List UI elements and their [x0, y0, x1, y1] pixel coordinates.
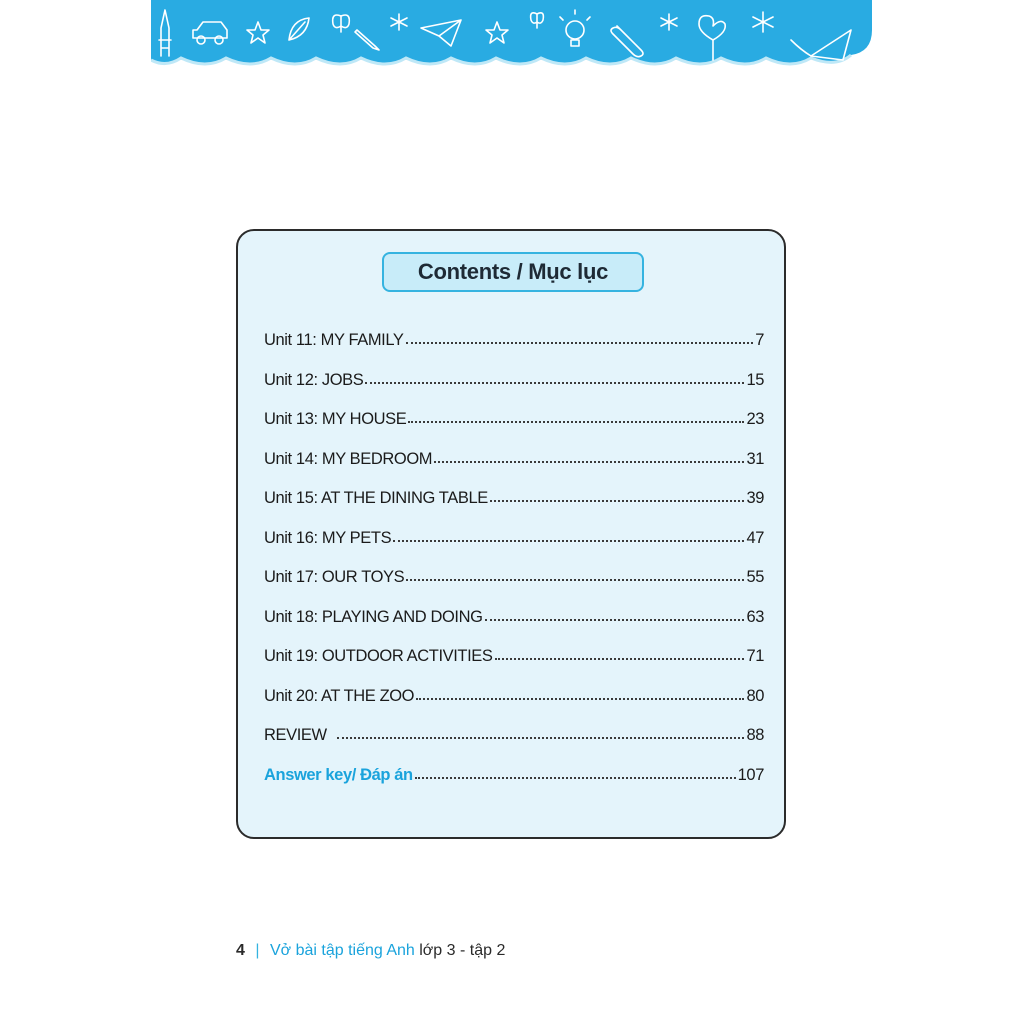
toc-entry-page: 23	[746, 410, 764, 428]
contents-list	[264, 331, 764, 805]
toc-entry-label: Unit 11: MY FAMILY	[264, 331, 404, 349]
toc-entry-review	[264, 726, 764, 766]
toc-entry-unit-14	[264, 450, 764, 490]
toc-entry-page: 55	[746, 568, 764, 586]
dot-leader	[485, 616, 745, 621]
toc-entry-page: 47	[746, 528, 764, 547]
dot-leader	[416, 695, 744, 700]
contents-title	[382, 252, 644, 292]
toc-entry-label: Unit 14: MY BEDROOM	[264, 449, 433, 468]
toc-entry-label: Unit 19: OUTDOOR ACTIVITIES	[264, 647, 493, 665]
toc-entry-page: 39	[746, 489, 764, 507]
toc-entry-page: 7	[755, 331, 764, 349]
dot-leader	[365, 379, 744, 384]
dot-leader	[408, 418, 744, 423]
toc-entry-label: Unit 20: AT THE ZOO	[264, 686, 415, 705]
toc-entry-label: Unit 12: JOBS	[264, 370, 364, 389]
toc-entry-label: Unit 15: AT THE DINING TABLE	[264, 489, 488, 507]
dot-leader	[415, 774, 736, 779]
toc-entry-unit-15	[264, 489, 764, 529]
toc-entry-label: Answer key/ Đáp án	[264, 765, 413, 784]
page-number: 4	[236, 942, 245, 959]
header-banner	[151, 0, 872, 70]
dot-leader	[406, 576, 744, 581]
toc-entry-page: 63	[746, 607, 764, 626]
toc-entry-page: 88	[746, 726, 764, 744]
toc-entry-unit-13	[264, 410, 764, 450]
toc-entry-page: 15	[746, 370, 764, 389]
dot-leader	[490, 497, 745, 502]
toc-entry-unit-12	[264, 371, 764, 411]
toc-entry-page: 80	[746, 686, 764, 705]
toc-entry-label: Unit 13: MY HOUSE	[264, 410, 407, 428]
toc-entry-page: 31	[746, 449, 764, 468]
dot-leader	[393, 537, 744, 542]
dot-leader	[406, 339, 754, 344]
toc-entry-label: Unit 18: PLAYING AND DOING	[264, 607, 483, 626]
dot-leader	[434, 458, 744, 463]
toc-entry-label: Unit 16: MY PETS	[264, 528, 392, 547]
toc-entry-unit-20	[264, 687, 764, 727]
toc-entry-page: 107	[737, 765, 764, 784]
toc-entry-unit-11	[264, 331, 764, 371]
toc-entry-label: REVIEW	[264, 726, 327, 744]
page-footer	[236, 942, 505, 960]
toc-entry-unit-19	[264, 647, 764, 687]
contents-panel	[236, 229, 786, 839]
book-grade: lớp 3 - tập 2	[419, 942, 506, 959]
dot-leader	[337, 734, 745, 739]
toc-entry-unit-18	[264, 608, 764, 648]
dot-leader	[495, 655, 745, 660]
contents-title-text: Contents / Mục lục	[417, 259, 609, 284]
footer-separator: |	[255, 942, 260, 959]
toc-entry-answer-key	[264, 766, 764, 806]
toc-entry-unit-17	[264, 568, 764, 608]
toc-entry-unit-16	[264, 529, 764, 569]
book-title: Vở bài tập tiếng Anh	[269, 942, 415, 959]
toc-entry-page: 71	[746, 647, 764, 665]
toc-entry-label: Unit 17: OUR TOYS	[264, 568, 405, 586]
